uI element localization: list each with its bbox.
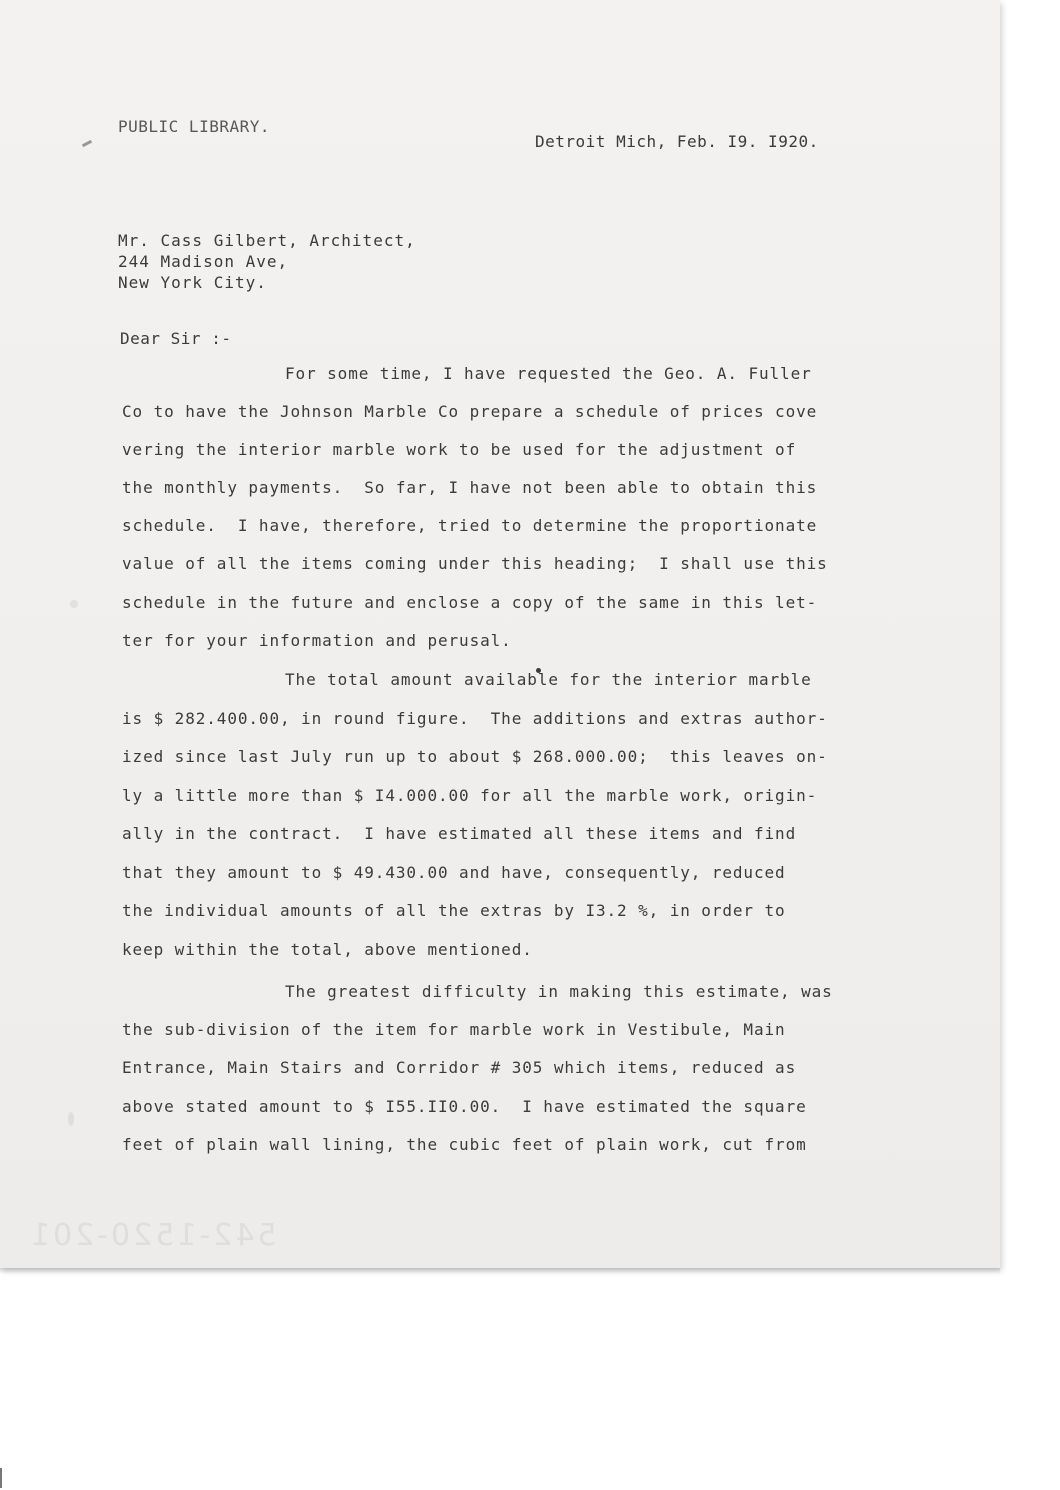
body-line: ized since last July run up to about $ 268.000.00; this leaves on- bbox=[122, 747, 828, 766]
recipient-line-3: New York City. bbox=[118, 273, 267, 292]
body-line: For some time, I have requested the Geo. A. Fuller bbox=[285, 364, 812, 383]
body-line: value of all the items coming under this heading; I shall use this bbox=[122, 554, 828, 573]
paper-smudge bbox=[68, 1112, 74, 1126]
body-line: the individual amounts of all the extras by I3.2 %, in order to bbox=[122, 901, 786, 920]
body-line: keep within the total, above mentioned. bbox=[122, 940, 533, 959]
letterhead: PUBLIC LIBRARY. bbox=[118, 117, 270, 136]
body-line: ter for your information and perusal. bbox=[122, 631, 512, 650]
recipient-line-2: 244 Madison Ave, bbox=[118, 252, 289, 271]
body-line: feet of plain wall lining, the cubic feet of plain work, cut from bbox=[122, 1135, 807, 1154]
paper-smudge bbox=[70, 600, 78, 608]
body-line: schedule. I have, therefore, tried to determine the proportionate bbox=[122, 516, 818, 535]
body-line: that they amount to $ 49.430.00 and have, consequently, reduced bbox=[122, 863, 786, 882]
scan-edge-mark bbox=[0, 1468, 2, 1488]
body-line: is $ 282.400.00, in round figure. The additions and extras author- bbox=[122, 709, 828, 728]
body-line: the sub-division of the item for marble work in Vestibule, Main bbox=[122, 1020, 786, 1039]
body-line: Co to have the Johnson Marble Co prepare a schedule of prices cove bbox=[122, 402, 818, 421]
body-line: ally in the contract. I have estimated all these items and find bbox=[122, 824, 797, 843]
body-line: above stated amount to $ I55.II0.00. I have estimated the square bbox=[122, 1097, 807, 1116]
salutation: Dear Sir :- bbox=[120, 329, 232, 348]
recipient-line-1: Mr. Cass Gilbert, Architect, bbox=[118, 231, 416, 250]
body-line: The greatest difficulty in making this estimate, was bbox=[285, 982, 833, 1001]
pencil-tick-mark bbox=[82, 140, 92, 147]
sheet-shadow bbox=[0, 1268, 1000, 1274]
body-line: ly a little more than $ I4.000.00 for all the marble work, origin- bbox=[122, 786, 818, 805]
bleed-through-stamp: 542-1520-201 bbox=[28, 1218, 277, 1253]
body-line: schedule in the future and enclose a copy of the same in this let- bbox=[122, 593, 818, 612]
body-line: the monthly payments. So far, I have not been able to obtain this bbox=[122, 478, 818, 497]
place-and-date: Detroit Mich, Feb. I9. I920. bbox=[535, 132, 819, 151]
body-line: vering the interior marble work to be used for the adjustment of bbox=[122, 440, 797, 459]
body-line: The total amount available for the interior marble bbox=[285, 670, 812, 689]
body-line: Entrance, Main Stairs and Corridor # 305 which items, reduced as bbox=[122, 1058, 797, 1077]
